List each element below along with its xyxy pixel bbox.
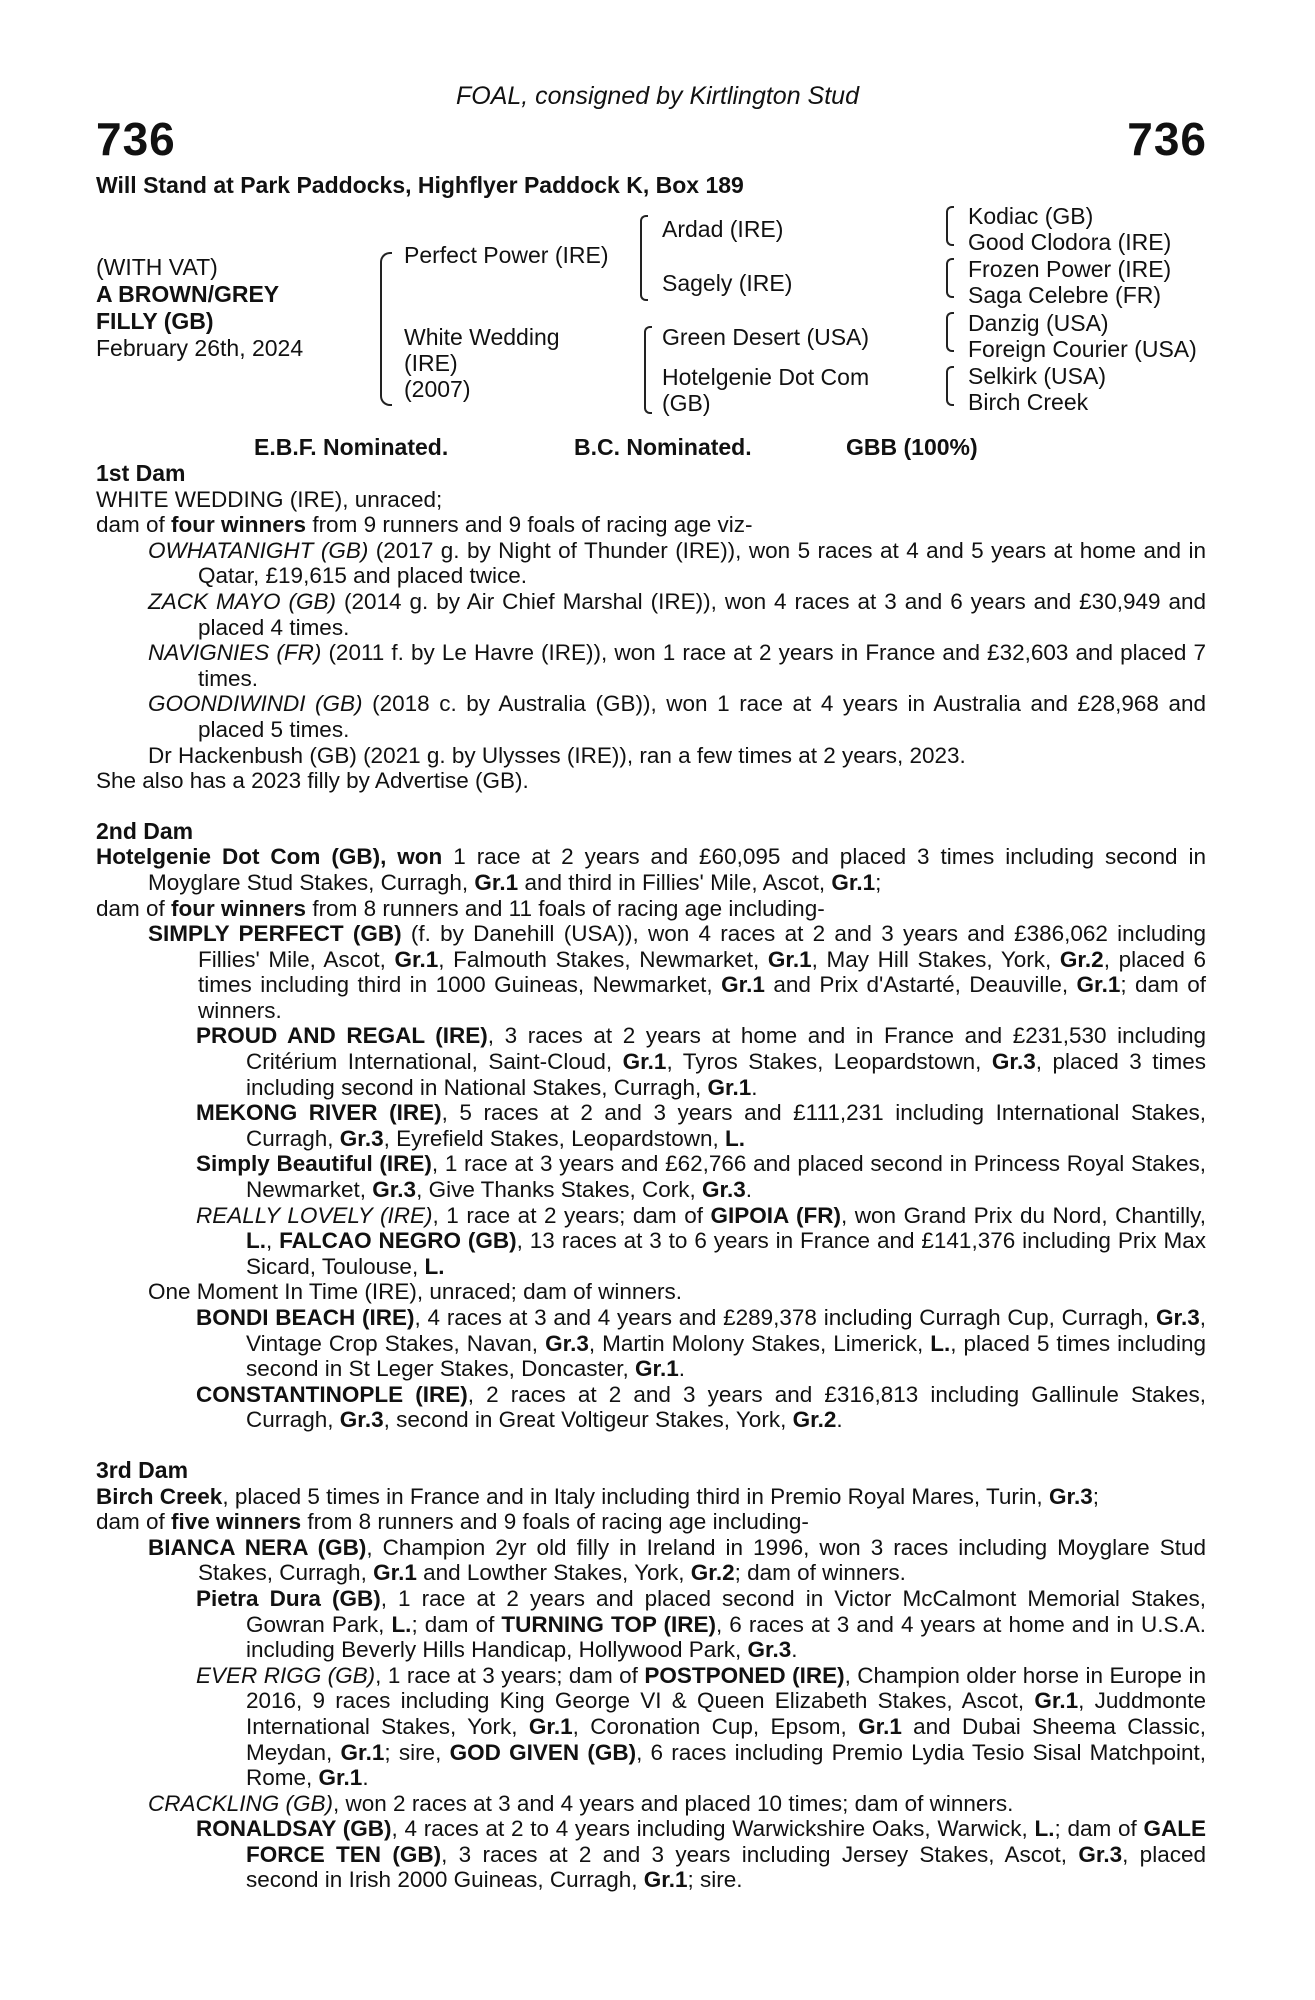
pedigree-brace-ss (946, 206, 954, 246)
pedigree-dam-dam (662, 364, 869, 416)
pedigree-sire-sire: Ardad (IRE) (662, 216, 784, 242)
third-dam-produce-line: dam of five winners from 8 runners and 9 foals of racing age including- (96, 1509, 809, 1535)
pedigree-brace-sd (946, 258, 954, 298)
pedigree-dam-country: (IRE) (404, 350, 458, 376)
first-dam-foal-note: She also has a 2023 filly by Advertise (GB). (96, 768, 529, 794)
pedigree-dam-sire: Green Desert (USA) (662, 324, 870, 350)
pedigree-sss: Kodiac (GB) (968, 203, 1094, 229)
bc-nomination: B.C. Nominated. (574, 434, 752, 460)
consignment-line: FOAL, consigned by Kirtlington Stud (455, 82, 859, 110)
lot-number-left: 736 (96, 113, 176, 165)
pedigree-dam-dam-name: Hotelgenie Dot Com (662, 364, 870, 390)
produce-owhatanight: OWHATANIGHT (GB) (2017 g. by Night of Thunder (IRE)), won 5 races at 4 and 5 years at home and in Qatar, £19,615 and placed twice. (148, 537, 1206, 589)
first-dam-heading: 1st Dam (96, 460, 186, 486)
pedigree-dss: Danzig (USA) (968, 310, 1109, 336)
produce-dr-hackenbush: Dr Hackenbush (GB) (2021 g. by Ulysses (IRE)), ran a few times at 2 years, 2023. (148, 742, 966, 768)
pedigree-brace-main (380, 252, 392, 406)
vat-note: (WITH VAT) (96, 254, 218, 280)
pedigree-brace-dam (644, 326, 652, 414)
produce-zack-mayo: ZACK MAYO (GB) (2014 g. by Air Chief Marshal (IRE)), won 4 races at 3 and 6 years and £30,949 and placed 4 times. (148, 588, 1206, 640)
produce-one-moment-in-time: One Moment In Time (IRE), unraced; dam of winners. (148, 1279, 682, 1305)
produce-constantinople: CONSTANTINOPLE (IRE), 2 races at 2 and 3 years and £316,813 including Gallinule Stakes, Curragh, Gr.3, second in Great Voltigeur Stakes, York, Gr.2. (196, 1381, 1207, 1433)
produce-record (96, 461, 1206, 1893)
pedigree-dam-year: (2007) (404, 376, 471, 402)
gbb-status: GBB (100%) (846, 434, 978, 460)
produce-simply-perfect: SIMPLY PERFECT (GB) (f. by Danehill (USA)), won 4 races at 2 and 3 years and £386,062 including Fillies' Mile, Ascot, Gr.1, Falmouth Stakes, Newmarket, Gr.1, May Hill Stakes, York, Gr.2, placed 6 times including third in 1000 Guineas, Newmarket, Gr.1 and Prix d'Astarté, Deauville, Gr.1; dam of winners. (148, 921, 1207, 1023)
produce-really-lovely: REALLY LOVELY (IRE), 1 race at 2 years; dam of GIPOIA (FR), won Grand Prix du Nord, Chantilly, L., FALCAO NEGRO (GB), 13 races at 3 to 6 years in France and £141,376 including Prix Max Sicard, Toulouse, L. (196, 1202, 1206, 1279)
pedigree-ddd: Birch Creek (968, 389, 1089, 415)
third-dam-heading: 3rd Dam (96, 1456, 189, 1483)
pedigree-dam-name: White Wedding (404, 324, 560, 350)
horse-description (96, 254, 303, 362)
pedigree-sds: Frozen Power (IRE) (968, 256, 1172, 282)
produce-bianca-nera: BIANCA NERA (GB), Champion 2yr old filly in Ireland in 1996, won 3 races including Moyglare Stud Stakes, Curragh, Gr.1 and Lowther Stakes, York, Gr.2; dam of winners. (148, 1534, 1206, 1586)
produce-simply-beautiful: Simply Beautiful (IRE), 1 race at 3 years and £62,766 and placed second in Princess Royal Stakes, Newmarket, Gr.3, Give Thanks Stakes, Cork, Gr.3. (196, 1151, 1206, 1203)
produce-navignies: NAVIGNIES (FR) (2011 f. by Le Havre (IRE)), won 1 race at 2 years in France and £32,603 and placed 7 times. (148, 640, 1206, 691)
horse-colour-sex: A BROWN/GREY (96, 281, 280, 307)
ebf-nomination: E.B.F. Nominated. (254, 434, 449, 460)
pedigree-dam (404, 324, 560, 402)
pedigree-dds: Selkirk (USA) (968, 363, 1107, 389)
produce-pietra-dura: Pietra Dura (GB), 1 race at 2 years and placed second in Victor McCalmont Memorial Stakes, Gowran Park, L.; dam of TURNING TOP (IRE), 6 races at 3 and 4 years at home and in U.S.A. including Beverly Hills Handicap, Hollywood Park, Gr.3. (196, 1585, 1206, 1663)
pedigree-dsd: Foreign Courier (USA) (968, 336, 1197, 362)
produce-mekong-river: MEKONG RIVER (IRE), 5 races at 2 and 3 years and £111,231 including International Stakes, Curragh, Gr.3, Eyrefield Stakes, Leopardstown, L. (196, 1100, 1206, 1151)
pedigree-dam-dam-country: (GB) (662, 390, 711, 416)
lot-number-right: 736 (1127, 113, 1207, 165)
produce-goondiwindi: GOONDIWINDI (GB) (2018 c. by Australia (GB)), won 1 race at 4 years in Australia and £28,968 and placed 5 times. (148, 691, 1206, 742)
pedigree-sire: Perfect Power (IRE) (404, 242, 609, 268)
pedigree-ssd: Good Clodora (IRE) (968, 229, 1172, 255)
pedigree-brace-dd (946, 366, 954, 406)
first-dam-produce-line: dam of four winners from 9 runners and 9 foals of racing age viz- (96, 512, 753, 538)
pedigree-brace-ds (946, 312, 954, 352)
pedigree-brace-sire (640, 215, 648, 301)
second-dam-summary: Hotelgenie Dot Com (GB), won 1 race at 2 years and £60,095 and placed 3 times including second in Moyglare Stud Stakes, Curragh, Gr.1 and third in Fillies' Mile, Ascot, Gr.1; (96, 844, 1207, 895)
produce-ronaldsay: RONALDSAY (GB), 4 races at 2 to 4 years including Warwickshire Oaks, Warwick, L.; dam of GALE FORCE TEN (GB), 3 races at 2 and 3 years including Jersey Stakes, Ascot, Gr.3, placed second in Irish 2000 Guineas, Curragh, Gr.1; sire. (196, 1816, 1206, 1893)
stand-location: Will Stand at Park Paddocks, Highflyer Paddock K, Box 189 (96, 172, 744, 198)
produce-ever-rigg: EVER RIGG (GB), 1 race at 3 years; dam of POSTPONED (IRE), Champion older horse in Europe in 2016, 9 races including King George VI & Queen Elizabeth Stakes, Ascot, Gr.1, Juddmonte International Stakes, York, Gr.1, Coronation Cup, Epsom, Gr.1 and Dubai Sheema Classic, Meydan, Gr.1; sire, GOD GIVEN (GB), 6 races including Premio Lydia Tesio Sisal Matchpoint, Rome, Gr.1. (196, 1662, 1207, 1791)
produce-proud-and-regal: PROUD AND REGAL (IRE), 3 races at 2 years at home and in France and £231,530 including Critérium International, Saint-Cloud, Gr.1, Tyros Stakes, Leopardstown, Gr.3, placed 3 times including second in National Stakes, Curragh, Gr.1. (196, 1023, 1207, 1100)
second-dam-produce-line: dam of four winners from 8 runners and 11 foals of racing age including- (96, 895, 825, 921)
horse-sex-origin: FILLY (GB) (96, 308, 214, 334)
first-dam-summary: WHITE WEDDING (IRE), unraced; (96, 486, 443, 512)
produce-crackling: CRACKLING (GB), won 2 races at 3 and 4 years and placed 10 times; dam of winners. (148, 1790, 1014, 1816)
pedigree-sdd: Saga Celebre (FR) (968, 282, 1162, 308)
third-dam-summary: Birch Creek, placed 5 times in France and in Italy including third in Premio Royal Mares, Turin, Gr.3; (96, 1483, 1099, 1509)
foaling-date: February 26th, 2024 (96, 335, 304, 361)
pedigree-sire-dam: Sagely (IRE) (662, 270, 793, 296)
second-dam-heading: 2nd Dam (96, 817, 194, 844)
produce-bondi-beach: BONDI BEACH (IRE), 4 races at 3 and 4 years and £289,378 including Curragh Cup, Curragh, Gr.3, Vintage Crop Stakes, Navan, Gr.3, Martin Molony Stakes, Limerick, L., placed 5 times including second in St Leger Stakes, Doncaster, Gr.1. (196, 1305, 1206, 1382)
